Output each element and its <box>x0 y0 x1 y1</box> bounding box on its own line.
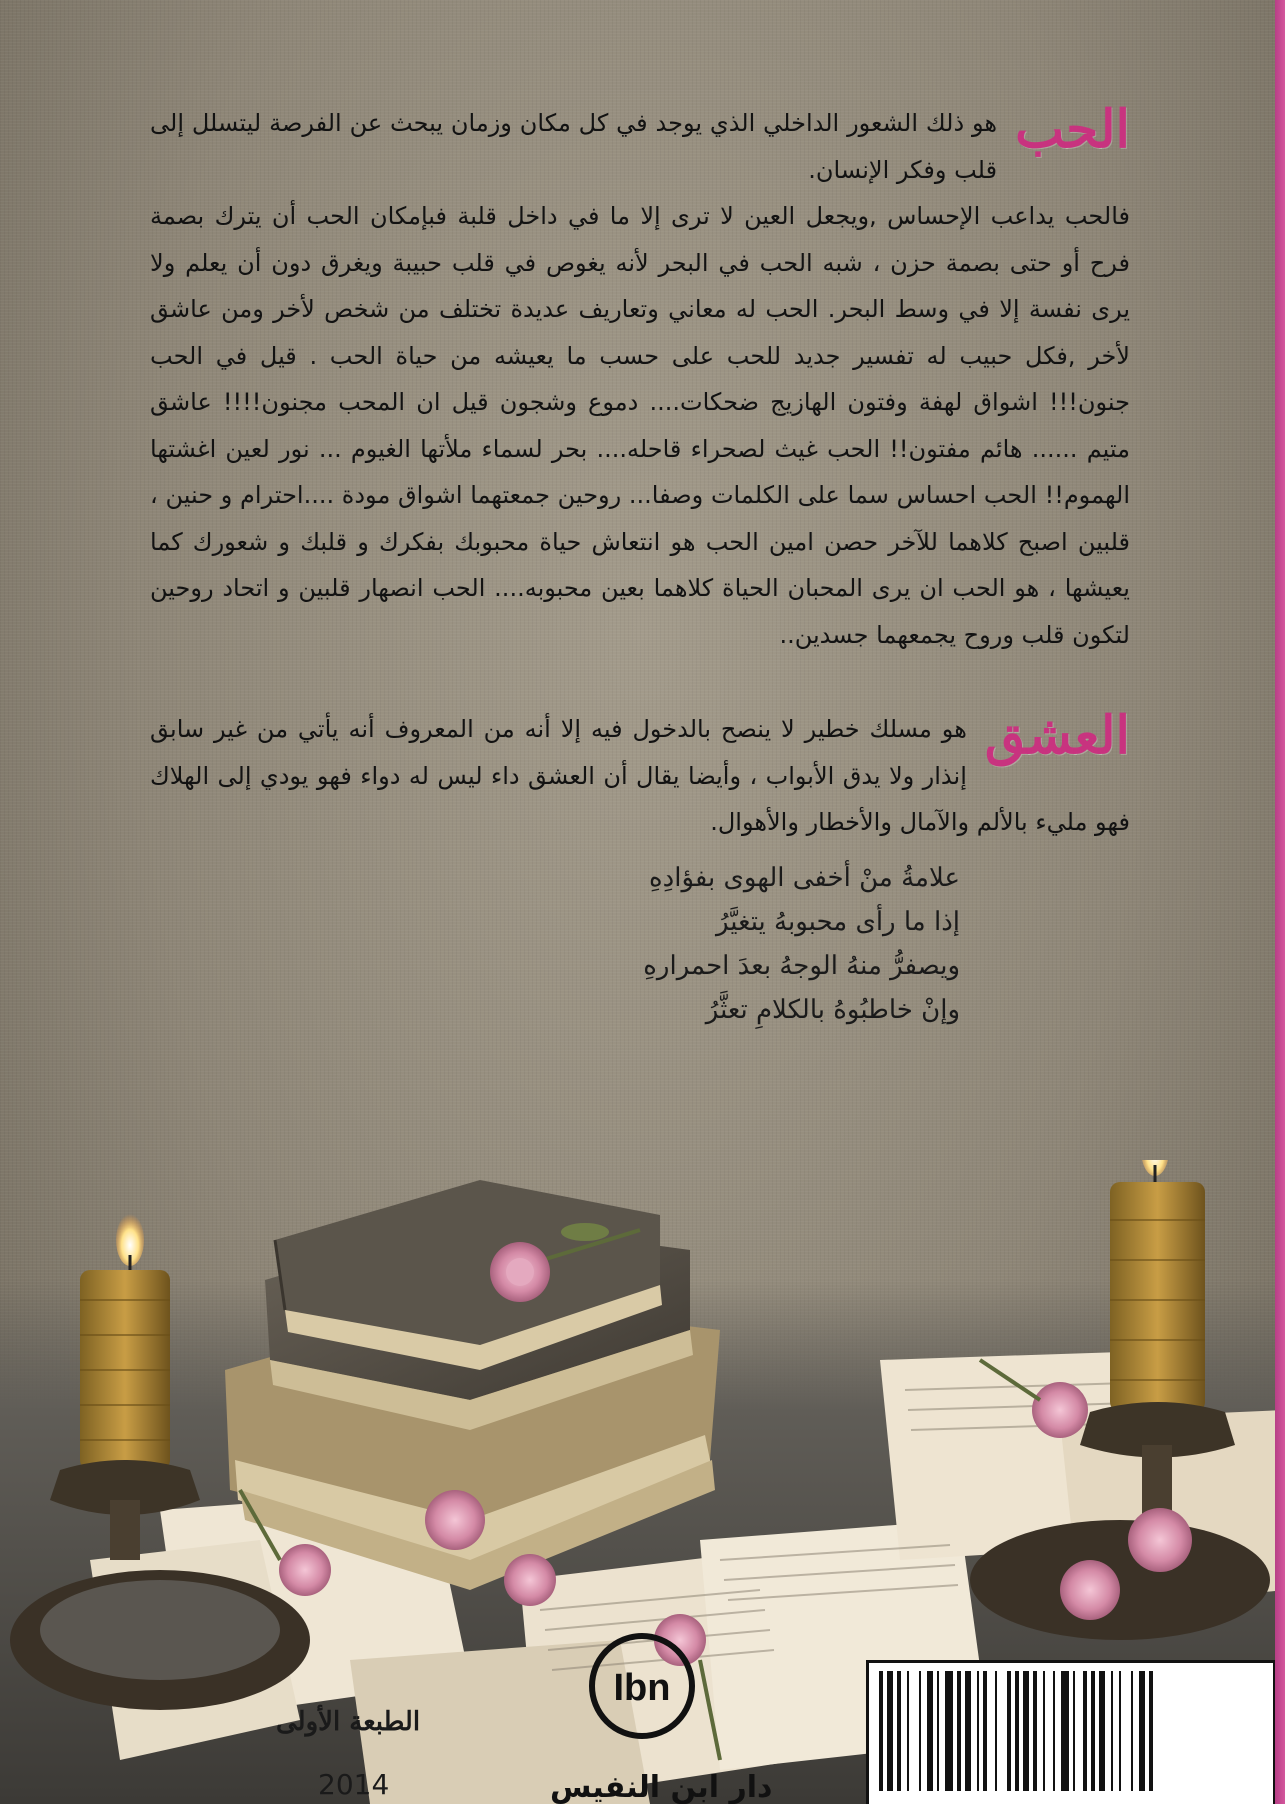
cover-text <box>150 100 1130 1032</box>
barcode-bar <box>977 1671 979 1791</box>
barcode-bars <box>869 1663 1273 1804</box>
poem-line: ويصفرُّ منهُ الوجهُ بعدَ احمرارهِ <box>643 950 960 981</box>
section-ishq-body: هو مسلك خطير لا ينصح بالدخول فيه إلا أنه من المعروف أنه يأتي من غير سابق إنذار ولا يدق الأبواب ، وأيضا يقال أن العشق داء ليس له دواء فهو يودي إلى الهلاك فهو مليء بالألم والآمال والأخطار والأهوال. <box>150 715 1130 836</box>
barcode-bar <box>1139 1671 1145 1791</box>
barcode-bar <box>907 1671 909 1791</box>
section-hub-intro: هو ذلك الشعور الداخلي الذي يوجد في كل مكان وزمان يبحث عن الفرصة ليتسلل إلى قلب وفكر الإنسان. <box>150 109 998 184</box>
barcode-bar <box>879 1671 883 1791</box>
section-hub <box>150 100 1130 658</box>
barcode-bar <box>1083 1671 1087 1791</box>
barcode-bar <box>937 1671 939 1791</box>
poem <box>150 856 1130 1032</box>
barcode-bar <box>1073 1671 1075 1791</box>
section-ishq <box>150 706 1130 846</box>
spine-edge <box>1275 0 1285 1804</box>
barcode-bar <box>1149 1671 1153 1791</box>
section-hub-body: فالحب يداعب الإحساس ,ويجعل العين لا ترى إلا ما في داخل قلبة فبإمكان الحب أن يترك بصمة فرح أو حتى بصمة حزن ، شبه الحب في البحر لأنه يغوص في قلب حبيبة ويغرق دون أن يعلم ولا يرى نفسة إلا في وسط البحر. الحب له معاني وتعاريف عديدة تختلف من شخص لأخر ومن عاشق لأخر ,فكل حبيب له تفسير جديد للحب على حسب ما يعيشه من حياة الحب . قيل في الحب جنون!!! اشواق لهفة وفتون الهازيج ضحكات.... دموع وشجون قيل ان المحب مجنون!!!! عاشق متيم ...... هائم مفتون!! الحب غيث لصحراء قاحله.... بحر لسماء ملأتها الغيوم ... نور لعين اغشتها الهموم!! الحب احساس سما على الكلمات وصفا... روحين جمعتهما اشواق مودة ....احترام و حنين ، قلبين اصبح كلاهما للآخر حصن امين الحب هو انتعاش حياة محبوبك بفكرك و قلبك و شعورك كما يعيشها ، هو الحب ان يرى المحبان الحياة كلاهما بعين محبوبه.... الحب انصهار قلبين و اتحاد روحين لتكون قلب وروح يجمعهما جسدين.. <box>150 202 1130 649</box>
barcode-bar <box>1023 1671 1029 1791</box>
poem-line: وإنْ خاطبُوهُ بالكلامِ تعثَّرُ <box>705 994 960 1025</box>
barcode-bar <box>1131 1671 1133 1791</box>
barcode <box>866 1660 1276 1804</box>
barcode-bar <box>1091 1671 1095 1791</box>
barcode-bar <box>1007 1671 1011 1791</box>
barcode-bar <box>1099 1671 1105 1791</box>
publisher-logo <box>586 1630 698 1742</box>
publication-year: 2014 <box>318 1768 390 1801</box>
barcode-bar <box>927 1671 933 1791</box>
edition-label: الطبعة الأولى <box>276 1707 421 1737</box>
barcode-bar <box>887 1671 893 1791</box>
barcode-bar <box>995 1671 997 1791</box>
barcode-bar <box>957 1671 961 1791</box>
logo-text: Ibn <box>613 1667 671 1709</box>
barcode-bar <box>1033 1671 1037 1791</box>
section-title-hub: الحب <box>1015 99 1130 160</box>
barcode-bar <box>1061 1671 1069 1791</box>
barcode-bar <box>1015 1671 1019 1791</box>
barcode-bar <box>1053 1671 1055 1791</box>
barcode-bar <box>897 1671 901 1791</box>
barcode-bar <box>1119 1671 1121 1791</box>
poem-line: إذا ما رأى محبوبهُ يتغيَّرُ <box>715 906 960 937</box>
barcode-bar <box>965 1671 971 1791</box>
poem-line: علامةُ منْ أخفى الهوى بفؤادِهِ <box>649 862 960 893</box>
barcode-bar <box>1043 1671 1045 1791</box>
barcode-bar <box>919 1671 921 1791</box>
section-title-ishq: العشق <box>984 705 1130 766</box>
publisher-name: دار ابن النفيس <box>550 1770 773 1804</box>
barcode-bar <box>983 1671 987 1791</box>
barcode-bar <box>1111 1671 1113 1791</box>
barcode-bar <box>945 1671 953 1791</box>
